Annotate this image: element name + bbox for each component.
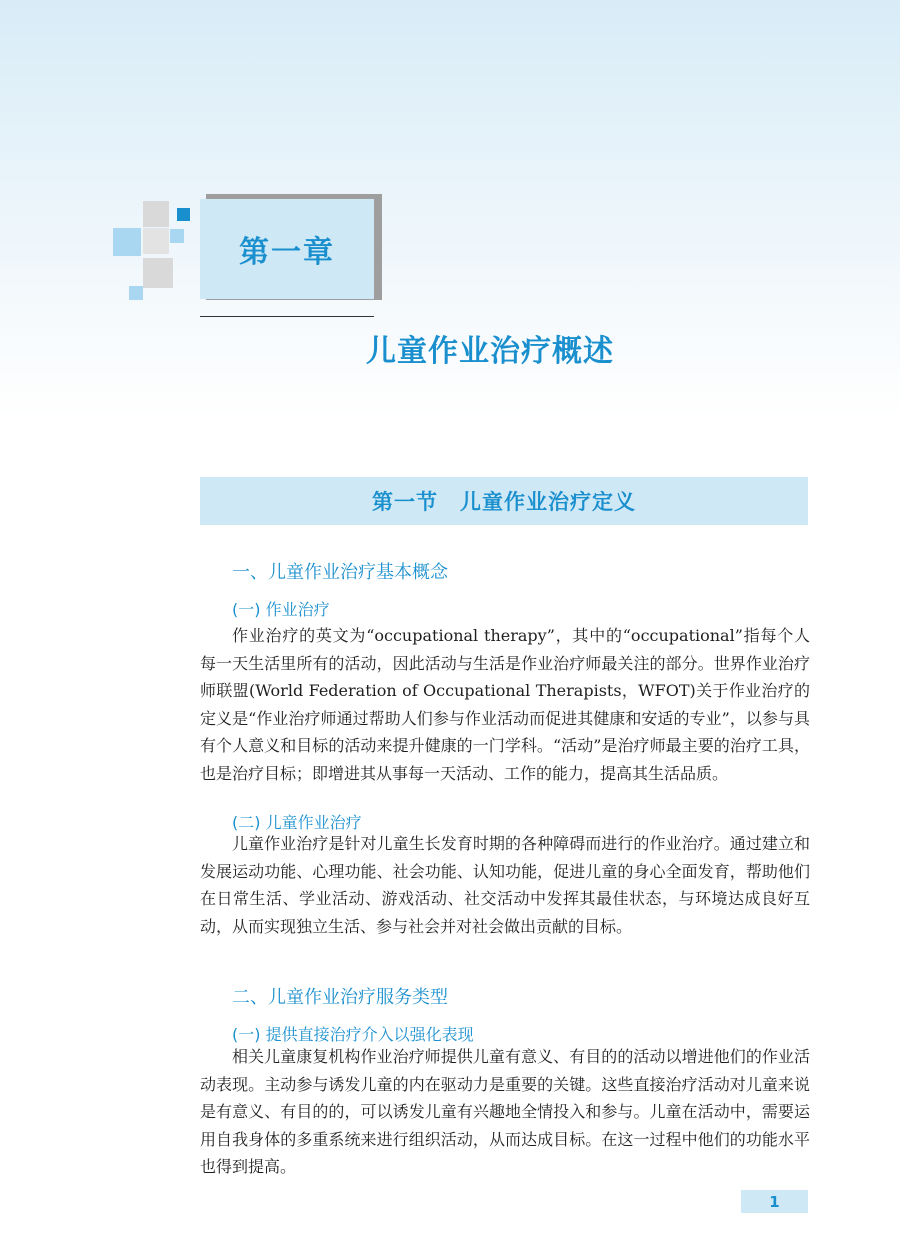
section-title: 第一节 儿童作业治疗定义 bbox=[372, 489, 636, 514]
part1-sub2-heading: (二) 儿童作业治疗 bbox=[232, 813, 362, 832]
page-number-box bbox=[741, 1190, 808, 1213]
part1-sub2-paragraph: 儿童作业治疗是针对儿童生长发育时期的各种障碍而进行的作业治疗。通过建立和发展运动功能、心理功能、社会功能、认知功能，促进儿童的身心全面发育，帮助他们在日常生活、学业活动、游戏活动、社交活动中发挥其最佳状态，与环境达成良好互动，从而实现独立生活、参与社会并对社会做出贡献的目标。 bbox=[200, 834, 810, 936]
decor-square-lightblue-2 bbox=[170, 229, 184, 243]
decor-square-blue-1 bbox=[177, 208, 190, 221]
part2-sub1-paragraph: 相关儿童康复机构作业治疗师提供儿童有意义、有目的的活动以增进他们的作业活动表现。主动参与诱发儿童的内在驱动力是重要的关键。这些直接治疗活动对儿童来说是有意义、有目的的，可以诱发儿童有兴趣地全情投入和参与。儿童在活动中，需要运用自我身体的多重系统来进行组织活动，从而达成目标。在这一过程中他们的功能水平也得到提高。 bbox=[200, 1047, 810, 1176]
chapter-label: 第一章 bbox=[239, 235, 335, 270]
chapter-box bbox=[200, 199, 374, 299]
decor-square-gray-1 bbox=[143, 201, 169, 227]
chapter-divider bbox=[200, 316, 374, 317]
section-bar bbox=[200, 477, 808, 525]
decor-square-lightblue-1 bbox=[113, 228, 141, 256]
decor-square-lightblue-3 bbox=[129, 286, 143, 300]
decor-square-gray-2 bbox=[143, 228, 169, 254]
decor-square-gray-3 bbox=[143, 258, 173, 288]
part2-heading: 二、儿童作业治疗服务类型 bbox=[232, 987, 448, 1008]
chapter-title: 儿童作业治疗概述 bbox=[366, 334, 614, 369]
part1-sub1-paragraph: 作业治疗的英文为“occupational therapy”，其中的“occupational”指每个人每一天生活里所有的活动，因此活动与生活是作业治疗师最关注的部分。世界作业治疗师联盟(World Federation of Occupational Therapists，WFOT)关于作业治疗的定义是“作业治疗师通过帮助人们参与作业活动而促进其健康和安适的专业”，以参与具有个人意义和目标的活动来提升健康的一门学科。“活动”是治疗师最主要的治疗工具，也是治疗目标；即增进其从事每一天活动、工作的能力，提高其生活品质。 bbox=[200, 626, 810, 783]
part2-sub1-heading: (一) 提供直接治疗介入以强化表现 bbox=[232, 1025, 474, 1044]
part1-sub1-heading: (一) 作业治疗 bbox=[232, 600, 330, 619]
part1-heading: 一、儿童作业治疗基本概念 bbox=[232, 562, 448, 583]
page-number: 1 bbox=[769, 1192, 780, 1211]
